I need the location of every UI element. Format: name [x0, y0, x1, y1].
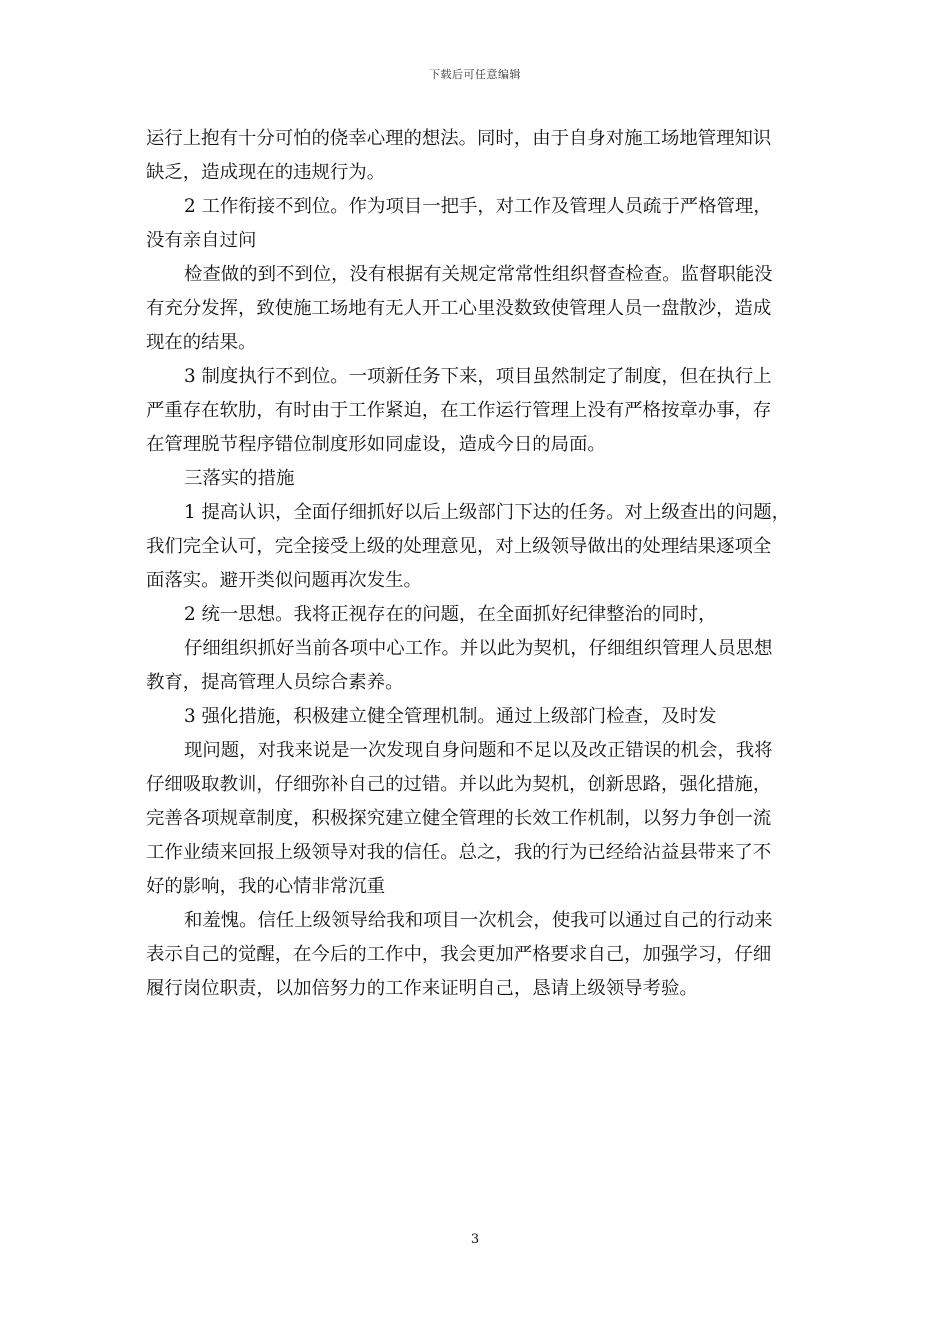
text-line: 有充分发挥，致使施工场地有无人开工心里没数致使管理人员一盘散沙，造成 — [146, 298, 772, 319]
text-line: 检查做的到不到位，没有根据有关规定常常性组织督查检查。监督职能没 — [184, 264, 773, 285]
text-line: 在管理脱节程序错位制度形如同虚设，造成今日的局面。 — [146, 434, 606, 455]
text-line: 没有亲自过问 — [146, 230, 257, 251]
text-line: 1 提高认识，全面仔细抓好以后上级部门下达的任务。对上级查出的问题， — [184, 502, 791, 523]
text-line: 2 统一思想。我将正视存在的问题，在全面抓好纪律整治的同时， — [184, 604, 717, 625]
text-line: 3 强化措施，积极建立健全管理机制。通过上级部门检查，及时发 — [184, 706, 717, 727]
text-line: 严重存在软肋，有时由于工作紧迫，在工作运行管理上没有严格按章办事，存 — [146, 400, 772, 421]
text-line: 缺乏，造成现在的违规行为。 — [146, 162, 386, 183]
text-line: 好的影响，我的心情非常沉重 — [146, 876, 386, 897]
text-line: 表示自己的觉醒，在今后的工作中，我会更加严格要求自己，加强学习，仔细 — [146, 944, 772, 965]
page-number: 3 — [470, 1232, 480, 1247]
section-heading: 三落实的措施 — [184, 468, 295, 489]
text-line: 面落实。避开类似问题再次发生。 — [146, 570, 422, 591]
text-line: 仔细吸取教训，仔细弥补自己的过错。并以此为契机，创新思路，强化措施， — [146, 774, 772, 795]
text-line: 完善各项规章制度，积极探究建立健全管理的长效工作机制，以努力争创一流 — [146, 808, 772, 829]
text-line: 2 工作衔接不到位。作为项目一把手，对工作及管理人员疏于严格管理， — [184, 196, 772, 217]
text-line: 我们完全认可，完全接受上级的处理意见，对上级领导做出的处理结果逐项全 — [146, 536, 772, 557]
text-line: 履行岗位职责，以加倍努力的工作来证明自己，恳请上级领导考验。 — [146, 978, 698, 999]
page-header: 下载后可任意编辑 — [429, 68, 521, 81]
text-line: 和羞愧。信任上级领导给我和项目一次机会，使我可以通过自己的行动来 — [184, 910, 773, 931]
text-line: 3 制度执行不到位。一项新任务下来，项目虽然制定了制度，但在执行上 — [184, 366, 772, 387]
text-line: 教育，提高管理人员综合素养。 — [146, 672, 404, 693]
text-line: 运行上抱有十分可怕的侥幸心理的想法。同时，由于自身对施工场地管理知识 — [146, 128, 772, 149]
text-line: 现在的结果。 — [146, 332, 257, 353]
document-body — [146, 122, 811, 1006]
text-line: 现问题，对我来说是一次发现自身问题和不足以及改正错误的机会，我将 — [184, 740, 773, 761]
text-line: 工作业绩来回报上级领导对我的信任。总之，我的行为已经给沾益县带来了不 — [146, 842, 772, 863]
text-line: 仔细组织抓好当前各项中心工作。并以此为契机，仔细组织管理人员思想 — [184, 638, 773, 659]
